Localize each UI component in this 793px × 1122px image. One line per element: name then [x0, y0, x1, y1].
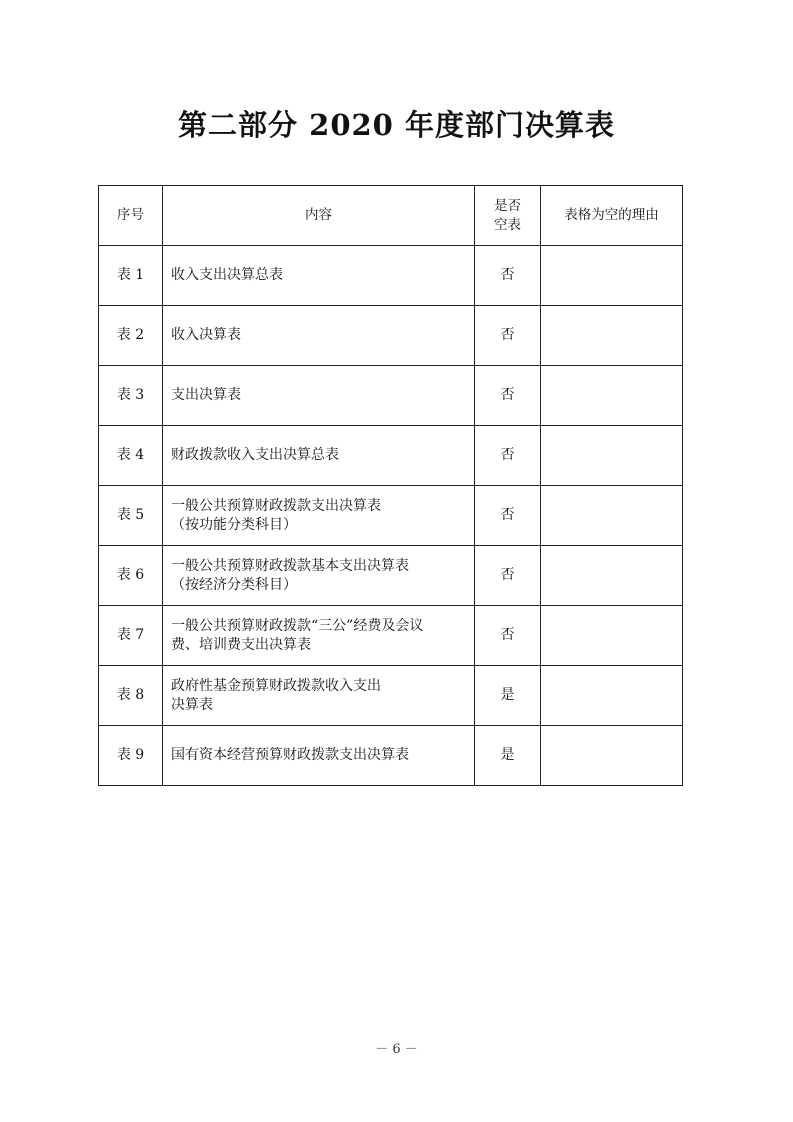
table-row — [99, 366, 683, 426]
table-row — [99, 426, 683, 486]
row-content — [163, 666, 475, 726]
row-reason — [541, 426, 683, 486]
row-seq: 表 6 — [99, 546, 163, 606]
row-reason — [541, 546, 683, 606]
table-row — [99, 306, 683, 366]
table-row — [99, 726, 683, 786]
row-reason — [541, 366, 683, 426]
table-row — [99, 486, 683, 546]
row-is-empty: 是 — [475, 726, 541, 786]
row-content — [163, 366, 475, 426]
row-content-line1: 收入决算表 — [171, 327, 241, 343]
row-content — [163, 306, 475, 366]
row-content-line1: 一般公共预算财政拨款基本支出决算表 — [171, 557, 409, 574]
page-title: 第二部分 2020 年度部门决算表 — [178, 108, 615, 142]
row-content-line1: 国有资本经营预算财政拨款支出决算表 — [171, 747, 409, 763]
row-seq: 表 2 — [99, 306, 163, 366]
row-is-empty: 否 — [475, 306, 541, 366]
row-reason — [541, 486, 683, 546]
row-reason — [541, 306, 683, 366]
header-is-empty-line1: 是否 — [494, 197, 521, 214]
row-content-line1: 政府性基金预算财政拨款收入支出 — [171, 677, 381, 694]
row-content-line1: 一般公共预算财政拨款“三公”经费及会议 — [171, 617, 424, 634]
row-seq: 表 9 — [99, 726, 163, 786]
row-seq: 表 5 — [99, 486, 163, 546]
row-content-line1: 一般公共预算财政拨款支出决算表 — [171, 497, 381, 514]
row-reason — [541, 246, 683, 306]
row-seq: 表 1 — [99, 246, 163, 306]
row-content-line2: 决算表 — [171, 696, 213, 713]
row-is-empty: 否 — [475, 426, 541, 486]
row-content — [163, 606, 475, 666]
row-seq: 表 4 — [99, 426, 163, 486]
row-is-empty: 否 — [475, 606, 541, 666]
row-is-empty: 是 — [475, 666, 541, 726]
row-reason — [541, 726, 683, 786]
row-content — [163, 426, 475, 486]
header-reason: 表格为空的理由 — [541, 186, 683, 246]
table-row — [99, 666, 683, 726]
table-header-row — [99, 186, 683, 246]
row-seq: 表 8 — [99, 666, 163, 726]
header-is-empty-line2: 空表 — [494, 216, 521, 233]
row-is-empty: 否 — [475, 486, 541, 546]
row-content — [163, 726, 475, 786]
row-content-line1: 财政拨款收入支出决算总表 — [171, 447, 339, 463]
table-body — [99, 246, 683, 786]
table-row — [99, 606, 683, 666]
row-is-empty: 否 — [475, 366, 541, 426]
row-content-line1: 收入支出决算总表 — [171, 267, 283, 283]
row-is-empty: 否 — [475, 546, 541, 606]
row-seq: 表 7 — [99, 606, 163, 666]
row-seq: 表 3 — [99, 366, 163, 426]
header-content: 内容 — [163, 186, 475, 246]
row-content — [163, 246, 475, 306]
row-content — [163, 546, 475, 606]
report-table — [98, 185, 683, 786]
row-reason — [541, 666, 683, 726]
page-number: － 6 － — [375, 1042, 418, 1057]
row-reason — [541, 606, 683, 666]
row-is-empty: 否 — [475, 246, 541, 306]
row-content-line1: 支出决算表 — [171, 387, 241, 403]
table-row — [99, 246, 683, 306]
table-row — [99, 546, 683, 606]
row-content-line2: （按功能分类科目） — [171, 516, 297, 533]
header-seq: 序号 — [99, 186, 163, 246]
header-is-empty — [475, 186, 541, 246]
row-content-line2: （按经济分类科目） — [171, 576, 297, 593]
row-content-line2: 费、培训费支出决算表 — [171, 636, 311, 653]
row-content — [163, 486, 475, 546]
